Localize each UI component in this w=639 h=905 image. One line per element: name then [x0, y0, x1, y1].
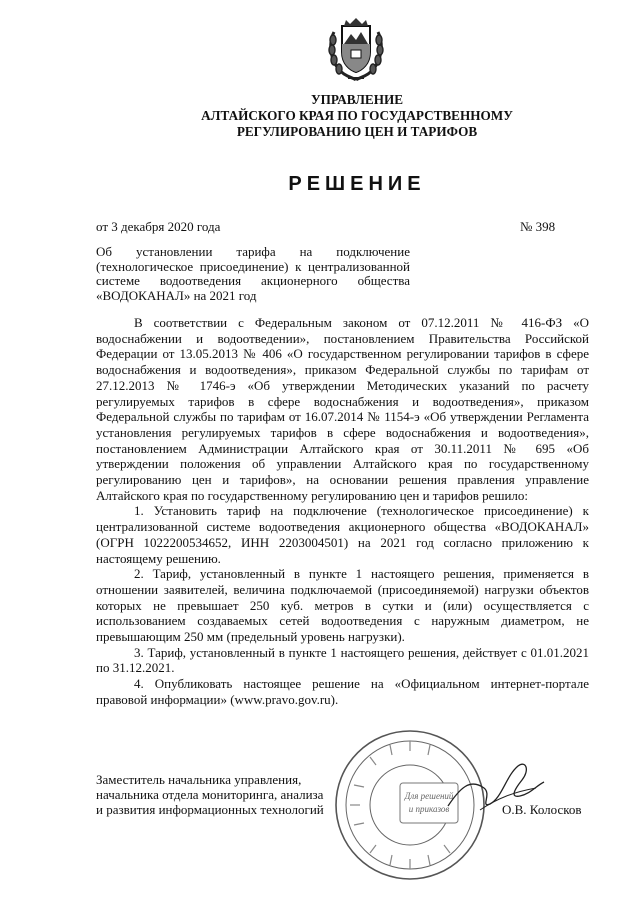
position-line-1: Заместитель начальника управления,	[96, 772, 302, 787]
clause-2: 2. Тариф, установленный в пункте 1 настоящего решения, применяется в отношении заявителей, величина подключаемой (присоединяемой) нагрузки объектов которых не превышает 250 куб. метров в сутки и (или) осуществляется с использованием создаваемых сетей водоотведения с наружным диаметром, не превышающим 250 мм (предельный уровень нагрузки).	[96, 566, 589, 645]
svg-text:и приказов: и приказов	[408, 804, 450, 814]
position-line-3: и развития информационных технологий	[96, 802, 324, 817]
altai-coat-of-arms-icon	[324, 14, 388, 84]
position-line-2: начальника отдела мониторинга, анализа	[96, 787, 324, 802]
clause-4: 4. Опубликовать настоящее решение на «Официальном интернет-портале правовой информации» (www.pravo.gov.ru).	[96, 676, 589, 707]
clause-1: 1. Установить тариф на подключение (технологическое присоединение) к централизованной системе водоотведения акционерного общества «ВОДОКАНАЛ» (ОГРН 1022200534652, ИНН 2203004501) на 2021 год согласно приложению к настоящему решению.	[96, 503, 589, 566]
document-body	[96, 315, 589, 708]
org-line-2: АЛТАЙСКОГО КРАЯ ПО ГОСУДАРСТВЕННОМУ	[201, 108, 513, 123]
issuing-authority	[150, 92, 564, 140]
org-line-1: УПРАВЛЕНИЕ	[310, 92, 404, 107]
org-line-3: РЕГУЛИРОВАНИЮ ЦЕН И ТАРИФОВ	[236, 124, 478, 139]
clause-3: 3. Тариф, установленный в пункте 1 настоящего решения, действует с 01.01.2021 по 31.12.2021.	[96, 644, 589, 676]
signatory-name: О.В. Колосков	[502, 802, 582, 817]
document-number: № 398	[520, 219, 556, 234]
preamble-paragraph: В соответствии с Федеральным законом от 07.12.2011 № 416-ФЗ «О водоснабжении и водоотведении», постановлением Правительства Российской Федерации от 13.05.2013 № 406 «О государственном регулировании тарифов в сфере водоснабжения и водоотведения», приказом Федеральной службы по тарифам от 27.12.2013 № 1746-э «Об утверждении Методических указаний по расчету регулируемых тарифов в сфере водоснабжения и водоотведения», приказом Федеральной службы по тарифам от 16.07.2014 № 1154-э «Об утверждении Регламента установления регулируемых тарифов в сфере водоснабжения и водоотведения», постановлением Администрации Алтайского края от 30.11.2011 № 695 «Об утверждении положения об управлении Алтайского края по государственному регулированию цен и тарифов», на основании решения правления управление Алтайского края по государственному регулированию цен и тарифов решило:	[96, 315, 589, 503]
svg-text:Для решений: Для решений	[404, 791, 454, 801]
document-subject: Об установлении тарифа на подключение (технологическое присоединение) к централизованной системе водоотведения акционерного общества «ВОДОКАНАЛ» на 2021 год	[96, 244, 410, 303]
signatory-position	[96, 772, 376, 817]
document-date: от 3 декабря 2020 года	[96, 219, 221, 234]
document-title: РЕШЕНИЕ	[288, 173, 426, 195]
